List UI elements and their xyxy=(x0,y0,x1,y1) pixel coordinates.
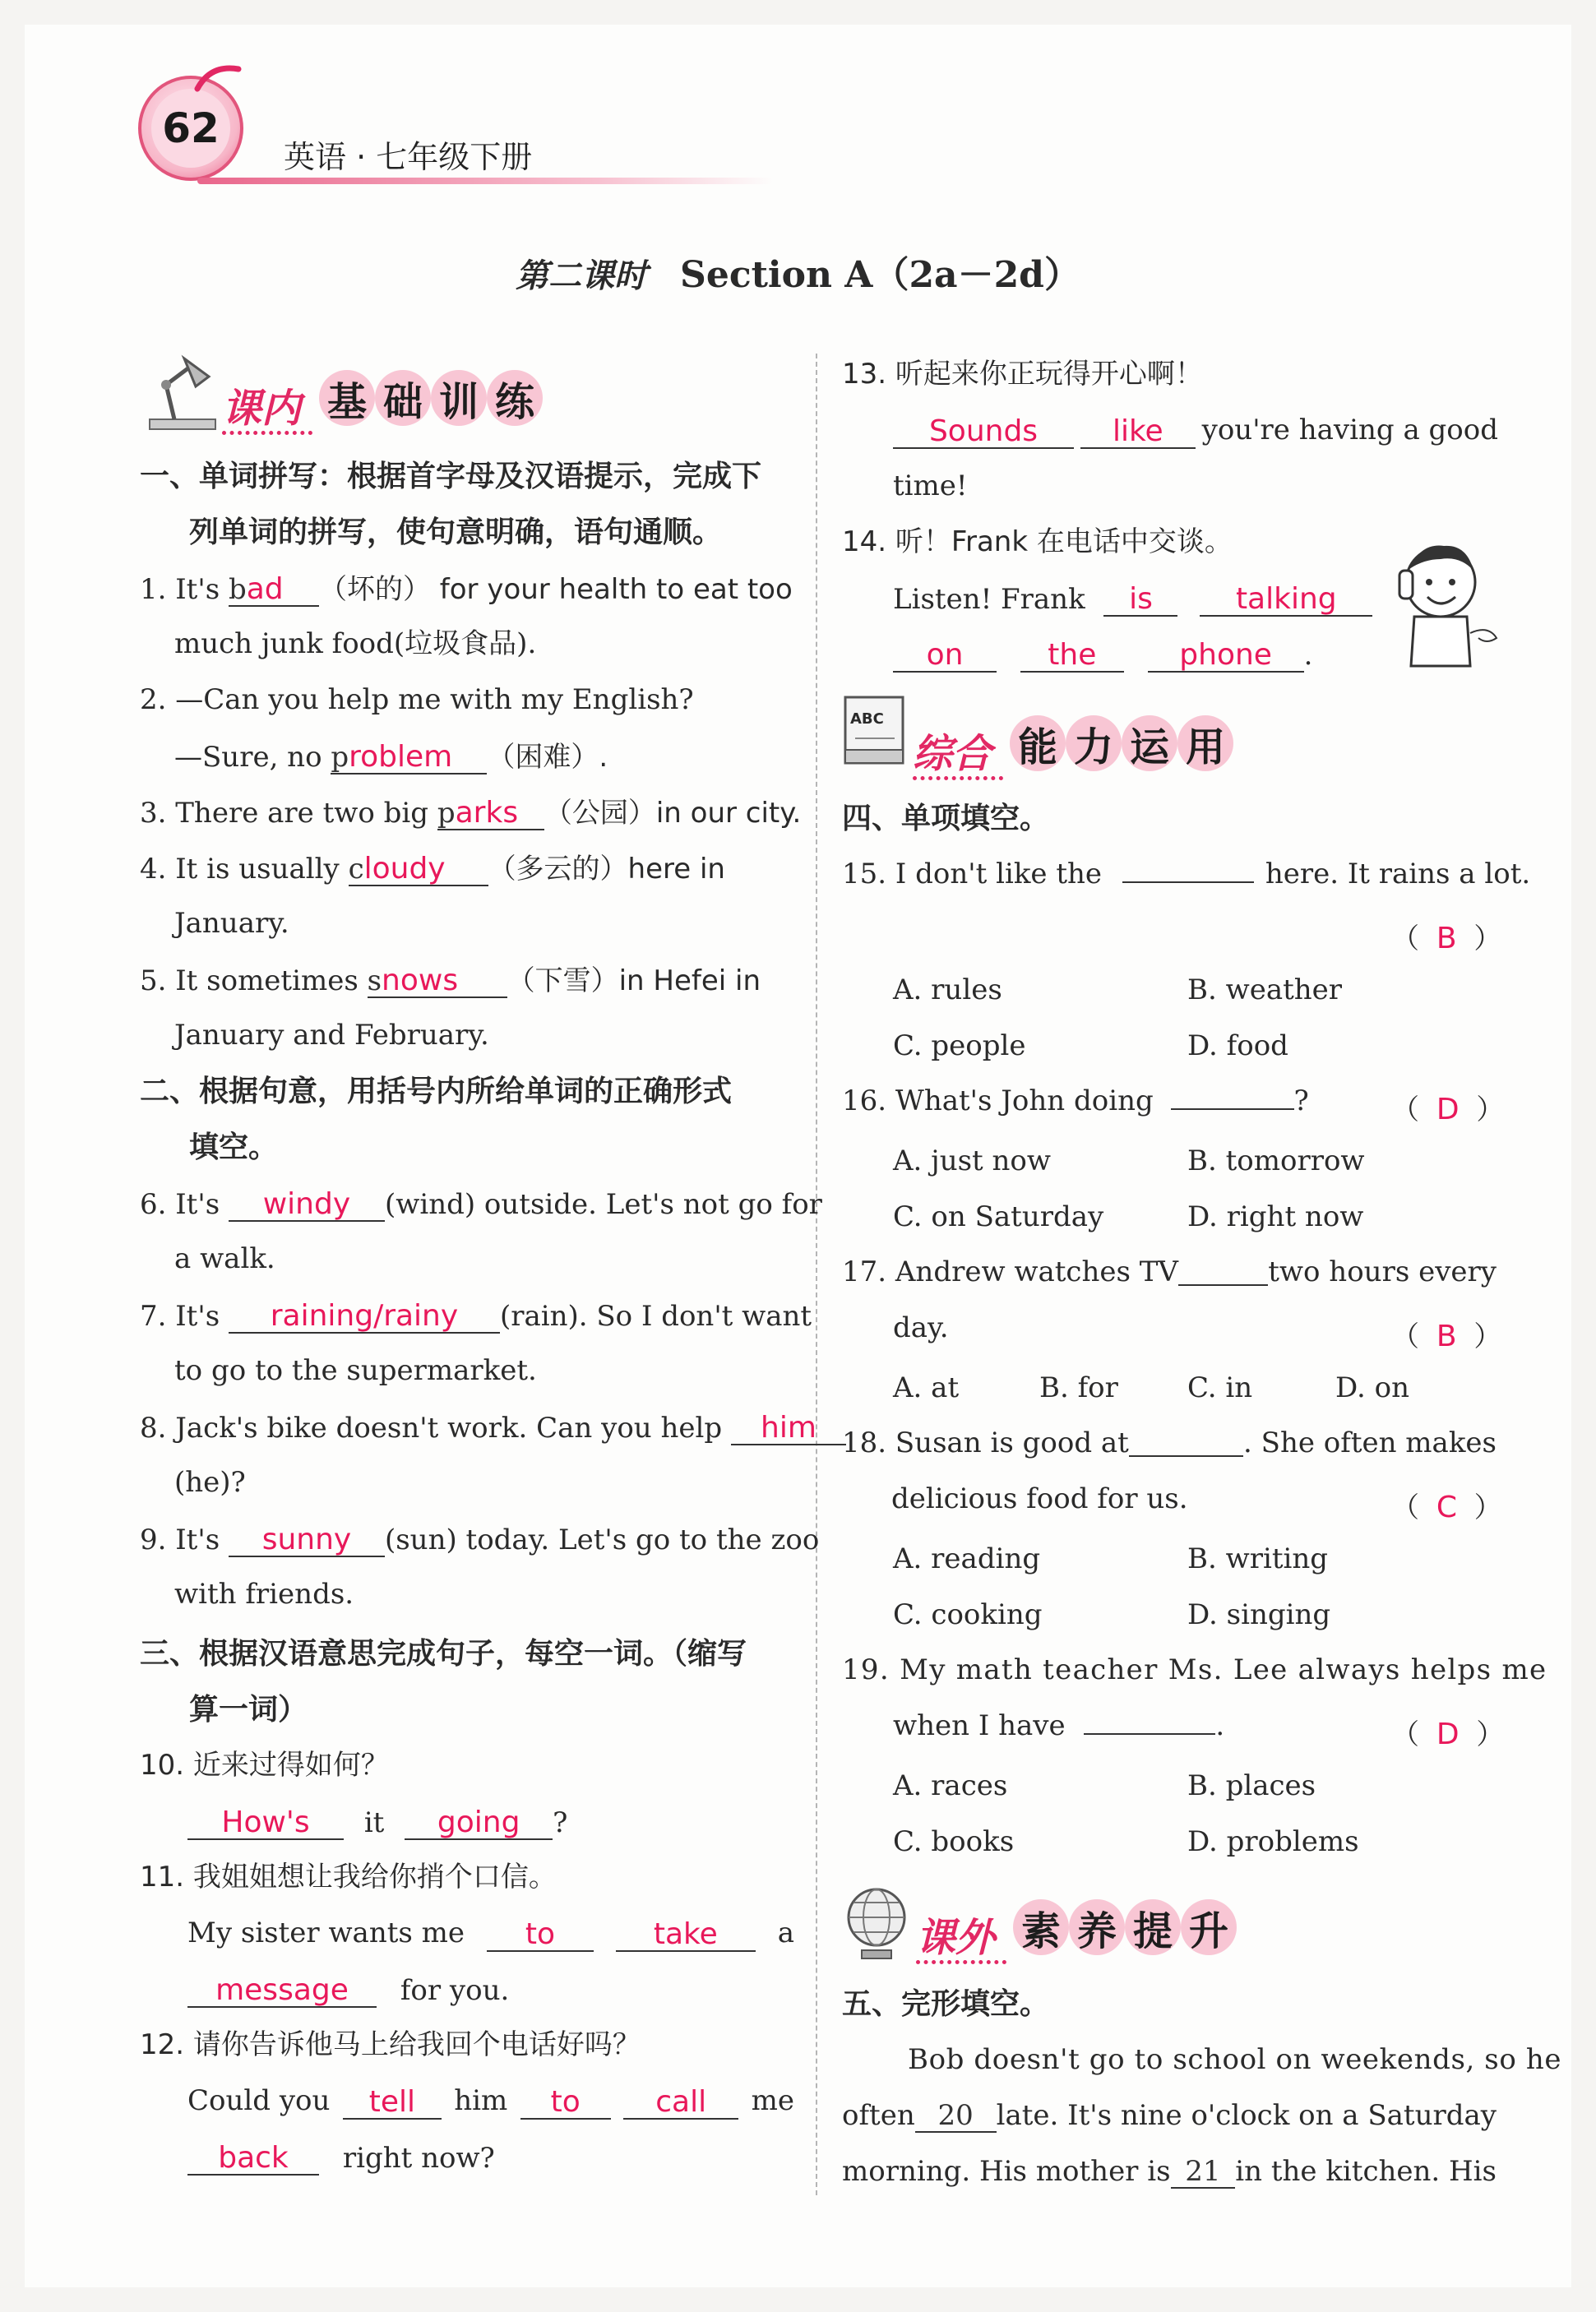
question-12: 12. 请你告诉他马上给我回个电话好吗？ xyxy=(140,2028,641,2061)
q5-answer: nows xyxy=(382,964,459,997)
q4-first: c xyxy=(348,853,364,885)
q9-line2: with friends. xyxy=(174,1578,354,1611)
passage-line-1: Bob doesn't go to school on weekends, so he xyxy=(908,2043,1562,2076)
q17-option-a[interactable]: A. at xyxy=(893,1371,960,1404)
q13-answer-line xyxy=(893,416,1498,449)
q19-line2 xyxy=(893,1709,1225,1742)
q17-option-c[interactable]: C. in xyxy=(1187,1371,1253,1404)
question-8 xyxy=(140,1413,846,1445)
q13-post: you're having a good xyxy=(1201,414,1498,446)
page-number: 62 xyxy=(151,89,230,168)
q19-answer: D xyxy=(1436,1718,1460,1751)
q17-option-b[interactable]: B. for xyxy=(1039,1371,1118,1404)
abc-icon-label: ABC xyxy=(850,710,884,728)
q15-option-b[interactable]: B. weather xyxy=(1187,973,1343,1006)
question-11: 11. 我姐姐想让我给你捎个口信。 xyxy=(140,1861,557,1894)
q4-post: （多云的）here in xyxy=(488,853,725,885)
banner-extracurricular xyxy=(916,1891,1245,1973)
q6-blank[interactable]: windy xyxy=(229,1189,385,1222)
q14-answer-line-2 xyxy=(893,640,1312,673)
q18-option-d[interactable]: D. singing xyxy=(1187,1598,1331,1631)
q11-blank-2[interactable]: take xyxy=(616,1919,756,1952)
passage-l2a: often xyxy=(842,2099,915,2132)
banner-char: 运 xyxy=(1122,715,1177,771)
q10-blank-1[interactable]: How's xyxy=(187,1807,344,1840)
q11-pre: My sister wants me xyxy=(187,1917,465,1949)
q11-answer-line-2 xyxy=(187,1975,509,2008)
q14-blank-2[interactable]: talking xyxy=(1200,584,1372,617)
banner-label: 综合 xyxy=(913,731,992,777)
q18-answer-bracket: （ C ） xyxy=(1391,1491,1502,1524)
banner-char: 础 xyxy=(375,370,431,426)
swoosh-decoration xyxy=(194,61,243,94)
part2-title: 二、根据句意，用括号内所给单词的正确形式 xyxy=(140,1075,733,1108)
question-18 xyxy=(842,1429,1497,1457)
part3-title-cont: 算一词） xyxy=(189,1693,308,1727)
q16-option-c[interactable]: C. on Saturday xyxy=(893,1200,1104,1233)
q2-first: p xyxy=(331,741,349,774)
question-2: 2. —Can you help me with my English? xyxy=(140,683,694,716)
q19-line2b: . xyxy=(1215,1709,1225,1742)
q17-option-d[interactable]: D. on xyxy=(1335,1371,1410,1404)
cloze-blank-21[interactable]: 21 xyxy=(1171,2157,1236,2189)
header-rule xyxy=(197,178,773,184)
q11-blank-3[interactable]: message xyxy=(187,1975,377,2008)
passage-line-2 xyxy=(842,2099,1497,2133)
q10-end: ? xyxy=(553,1806,568,1839)
q12-blank-2[interactable]: to xyxy=(520,2087,611,2120)
q12-answer-line xyxy=(187,2084,794,2120)
banner-char: 提 xyxy=(1125,1899,1181,1955)
q5-post: （下雪）in Hefei in xyxy=(507,964,761,997)
q7-post: (rain). So I don't want xyxy=(499,1300,812,1333)
q3-pre: 3. There are two big xyxy=(140,797,437,830)
q16-stem-2: ? xyxy=(1293,1084,1309,1117)
q16-option-a[interactable]: A. just now xyxy=(893,1144,1051,1177)
q9-post: (sun) today. Let's go to the zoo xyxy=(384,1524,820,1556)
q18-answer: C xyxy=(1436,1491,1457,1524)
q7-line2: to go to the supermarket. xyxy=(174,1354,537,1387)
banner-char: 素 xyxy=(1013,1899,1069,1955)
q5-first: s xyxy=(367,964,382,997)
q3-answer: arks xyxy=(455,796,519,830)
q2-pre: —Sure, no xyxy=(174,741,331,774)
q19-option-b[interactable]: B. places xyxy=(1187,1769,1316,1802)
book-title: 英语 · 七年级下册 xyxy=(284,139,533,175)
q1-line2: much junk food(垃圾食品). xyxy=(174,627,537,660)
q12-pre: Could you xyxy=(187,2084,331,2117)
q5-blank[interactable] xyxy=(368,965,507,998)
part1-title-cont: 列单词的拼写，使句意明确，语句通顺。 xyxy=(189,516,723,549)
banner-dots xyxy=(222,431,312,435)
banner-char: 练 xyxy=(487,370,543,426)
passage-l3b: in the kitchen. His xyxy=(1235,2155,1497,2188)
q10-mid: it xyxy=(363,1806,385,1839)
q4-line2: January. xyxy=(174,907,289,940)
q7-blank[interactable]: raining/rainy xyxy=(229,1301,500,1334)
q1-post: （坏的） for your health to eat too xyxy=(318,573,793,606)
q4-pre: 4. It is usually xyxy=(140,853,349,885)
q14-blank-5[interactable]: phone xyxy=(1148,640,1304,673)
q12-end: right now? xyxy=(342,2142,495,2175)
q11-answer-line xyxy=(187,1919,794,1952)
q15-stem-2: here. It rains a lot. xyxy=(1265,858,1531,890)
q16-answer-bracket: （ D ） xyxy=(1391,1093,1505,1126)
q11-end: for you. xyxy=(400,1974,510,2007)
cloze-blank-20[interactable]: 20 xyxy=(915,2102,997,2133)
q14-blank-4[interactable]: the xyxy=(1020,640,1124,673)
question-10: 10. 近来过得如何？ xyxy=(140,1749,389,1782)
q7-pre: 7. It's xyxy=(140,1300,229,1333)
globe-icon xyxy=(840,1883,914,1962)
q19-option-a[interactable]: A. races xyxy=(893,1769,1008,1802)
q15-answer: B xyxy=(1436,922,1457,955)
banner-dots xyxy=(916,1960,1006,1964)
question-9 xyxy=(140,1524,819,1557)
question-14: 14. 听！Frank 在电话中交谈。 xyxy=(842,525,1233,558)
part3-title: 三、根据汉语意思完成句子，每空一词。（缩写 xyxy=(140,1637,747,1671)
part1-title: 一、单词拼写：根据首字母及汉语提示，完成下 xyxy=(140,460,762,493)
q14-answer-line xyxy=(893,584,1372,617)
column-divider xyxy=(816,354,817,2195)
banner-label: 课外 xyxy=(916,1915,996,1961)
q17-answer: B xyxy=(1436,1320,1457,1353)
q1-first: b xyxy=(228,573,247,606)
q5-line2: January and February. xyxy=(174,1019,489,1052)
q1-blank[interactable] xyxy=(229,574,319,607)
question-16 xyxy=(842,1084,1309,1117)
lesson-label: 第二课时 xyxy=(516,257,648,295)
q14-end: . xyxy=(1303,639,1313,672)
q16-option-b[interactable]: B. tomorrow xyxy=(1187,1144,1365,1177)
q6-pre: 6. It's xyxy=(140,1188,229,1221)
q15-option-c[interactable]: C. people xyxy=(893,1029,1026,1062)
q13-blank-2[interactable]: like xyxy=(1080,416,1196,449)
q8-pre: 8. Jack's bike doesn't work. Can you help xyxy=(140,1412,731,1445)
q18-line2: delicious food for us. xyxy=(891,1482,1188,1515)
question-13: 13. 听起来你正玩得开心啊！ xyxy=(842,358,1203,391)
q17-stem-2: two hours every xyxy=(1268,1255,1497,1288)
q14-blank-1[interactable]: is xyxy=(1103,584,1177,617)
q14-pre: Listen! Frank xyxy=(893,583,1085,616)
banner-label: 课内 xyxy=(222,386,302,432)
q11-blank-1[interactable]: to xyxy=(487,1919,594,1952)
q12-blank-4[interactable]: back xyxy=(187,2143,319,2176)
question-5 xyxy=(140,965,761,998)
q18-option-c[interactable]: C. cooking xyxy=(893,1598,1043,1631)
q17-answer-bracket: （ B ） xyxy=(1391,1320,1502,1353)
q12-answer-line-2 xyxy=(187,2143,495,2176)
passage-l3a: morning. His mother is xyxy=(842,2155,1171,2188)
q16-option-d[interactable]: D. right now xyxy=(1187,1200,1364,1233)
part4-title: 四、单项填空。 xyxy=(842,802,1050,835)
q9-blank[interactable]: sunny xyxy=(229,1524,385,1557)
q12-blank-1[interactable]: tell xyxy=(343,2087,442,2120)
banner-char: 训 xyxy=(431,370,487,426)
lamp-icon xyxy=(141,352,220,434)
q13-line3: time! xyxy=(893,469,968,502)
banner-dots xyxy=(913,776,1003,780)
q5-pre: 5. It sometimes xyxy=(140,964,368,997)
q4-blank[interactable] xyxy=(349,853,488,886)
q6-line2: a walk. xyxy=(174,1242,275,1275)
q18-option-b[interactable]: B. writing xyxy=(1187,1542,1329,1575)
question-2-answer xyxy=(174,742,608,775)
question-19: 19. My math teacher Ms. Lee always helps me xyxy=(842,1653,1547,1686)
section-label: Section A（2a－2d） xyxy=(680,254,1080,296)
banner-char: 基 xyxy=(319,370,375,426)
q12-mid-1: him xyxy=(454,2084,508,2117)
q14-blank-3[interactable]: on xyxy=(893,640,997,673)
q2-answer: roblem xyxy=(349,740,453,774)
q18-stem-2: . She often makes xyxy=(1243,1427,1497,1459)
q17-stem: 17. Andrew watches TV xyxy=(842,1255,1178,1288)
q12-blank-3[interactable]: call xyxy=(623,2087,738,2120)
banner-char: 用 xyxy=(1177,715,1233,771)
q18-option-a[interactable]: A. reading xyxy=(893,1542,1041,1575)
q19-option-c[interactable]: C. books xyxy=(893,1825,1015,1858)
q15-option-d[interactable]: D. food xyxy=(1187,1029,1288,1062)
banner-char: 能 xyxy=(1010,715,1066,771)
q1-pre: 1. It's xyxy=(140,573,229,606)
section-title xyxy=(0,245,1596,298)
q19-option-d[interactable]: D. problems xyxy=(1187,1825,1359,1858)
question-1 xyxy=(140,574,793,607)
q8-blank[interactable]: him xyxy=(731,1413,846,1445)
banner-char: 养 xyxy=(1069,1899,1125,1955)
q6-post: (wind) outside. Let's not go for xyxy=(384,1188,822,1221)
q10-answer-line xyxy=(187,1807,567,1840)
q18-stem: 18. Susan is good at xyxy=(842,1427,1129,1459)
q19-answer-bracket: （ D ） xyxy=(1391,1718,1505,1751)
q9-pre: 9. It's xyxy=(140,1524,229,1556)
question-15 xyxy=(842,860,1530,888)
q15-stem: 15. I don't like the xyxy=(842,858,1103,890)
q15-option-a[interactable]: A. rules xyxy=(893,973,1002,1006)
q3-blank[interactable] xyxy=(437,798,544,830)
banner-char: 力 xyxy=(1066,715,1122,771)
q19-line2a: when I have xyxy=(893,1709,1066,1742)
q1-answer: ad xyxy=(246,572,284,606)
q12-mid-2: me xyxy=(751,2084,794,2117)
abc-book-icon xyxy=(840,692,909,768)
q2-blank[interactable] xyxy=(331,742,487,775)
q2-post: （困难）. xyxy=(487,741,608,774)
q3-first: p xyxy=(437,797,456,830)
q10-blank-2[interactable]: going xyxy=(405,1807,553,1840)
q16-stem: 16. What's John doing xyxy=(842,1084,1154,1117)
question-4 xyxy=(140,853,725,886)
question-3 xyxy=(140,798,801,830)
q16-answer: D xyxy=(1436,1093,1460,1126)
part2-title-cont: 填空。 xyxy=(189,1131,279,1164)
q8-line2: (he)? xyxy=(174,1466,246,1499)
part5-title: 五、完形填空。 xyxy=(842,1987,1050,2021)
passage-line-3 xyxy=(842,2157,1497,2189)
q3-post: （公园）in our city. xyxy=(544,797,802,830)
q17-line2: day. xyxy=(893,1311,949,1344)
banner-char: 升 xyxy=(1181,1899,1237,1955)
q13-blank-1[interactable]: Sounds xyxy=(893,416,1074,449)
banner-comprehensive xyxy=(913,707,1242,789)
boy-on-phone-illustration xyxy=(1381,534,1505,674)
question-7 xyxy=(140,1301,812,1334)
q15-answer-bracket: （ B ） xyxy=(1391,922,1502,955)
q4-answer: loudy xyxy=(363,852,446,885)
question-6 xyxy=(140,1189,822,1222)
question-17 xyxy=(842,1255,1497,1288)
banner-in-class xyxy=(222,362,551,444)
passage-l2b: late. It's nine o'clock on a Saturday xyxy=(996,2099,1497,2132)
q11-mid: a xyxy=(777,1917,794,1949)
